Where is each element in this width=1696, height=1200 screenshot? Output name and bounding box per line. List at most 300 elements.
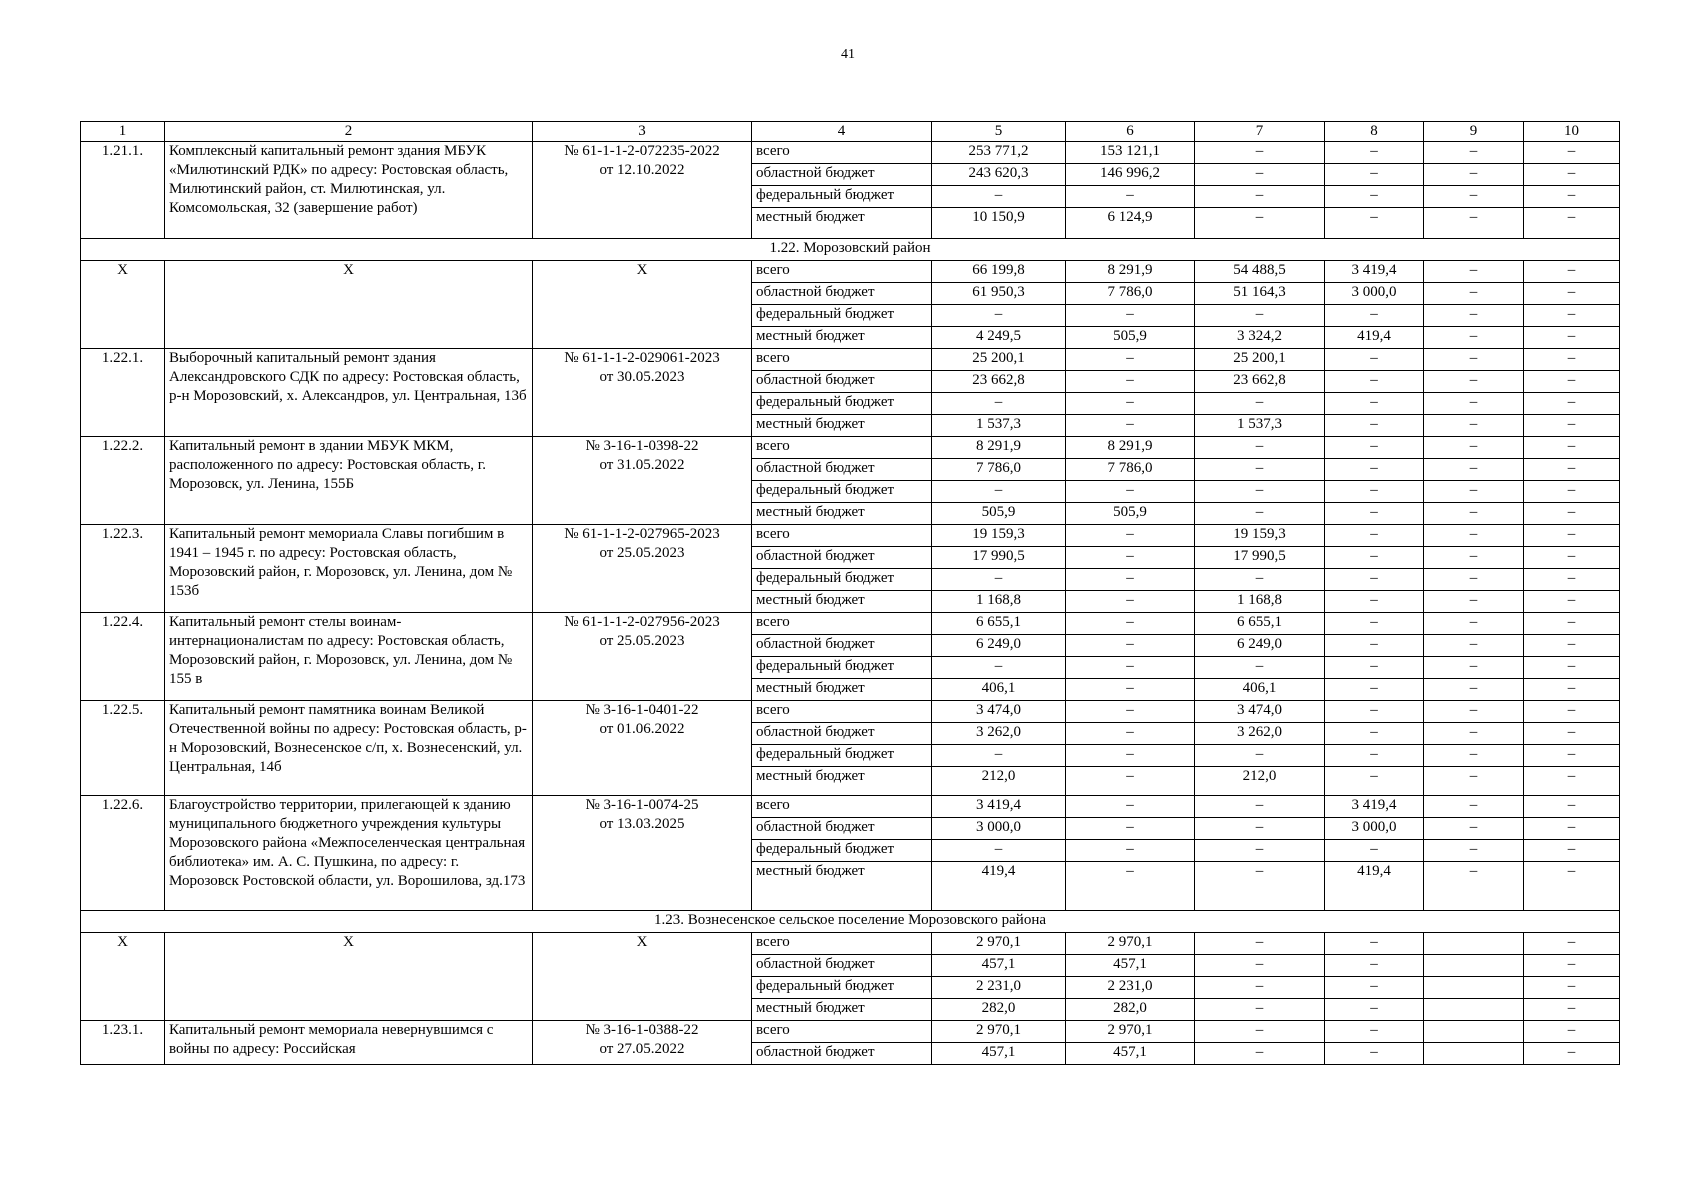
value-cell: –	[1195, 393, 1325, 415]
value-cell: –	[1195, 840, 1325, 862]
value-cell: –	[1524, 569, 1620, 591]
value-cell: –	[1325, 591, 1424, 613]
value-cell: –	[1424, 481, 1524, 503]
budget-row	[81, 613, 1620, 635]
value-cell: –	[1524, 415, 1620, 437]
value-cell: –	[1424, 525, 1524, 547]
value-cell: –	[1424, 657, 1524, 679]
document-cell	[533, 1021, 752, 1065]
item-number: Х	[81, 933, 165, 1021]
section-row	[81, 911, 1620, 933]
table-body	[81, 142, 1620, 1065]
object-name: Капитальный ремонт памятника воинам Великой Отечественной войны по адресу: Ростовская область, р-н Морозовский, Вознесенское с/п, х. Вознесенский, ул. Центральная, 14б	[165, 701, 533, 796]
object-name: Комплексный капитальный ремонт здания МБУК «Милютинский РДК» по адресу: Ростовская область, Милютинский район, ст. Милютинская, ул. Комсомольская, 32 (завершение работ)	[165, 142, 533, 239]
value-cell: 3 262,0	[932, 723, 1066, 745]
value-cell: –	[1066, 679, 1195, 701]
budget-source-label: всего	[752, 1021, 932, 1043]
document-cell	[533, 437, 752, 525]
value-cell	[1424, 933, 1524, 955]
header-cell: 10	[1524, 122, 1620, 142]
value-cell: 2 231,0	[932, 977, 1066, 999]
value-cell: 10 150,9	[932, 208, 1066, 239]
value-cell: 4 249,5	[932, 327, 1066, 349]
value-cell: –	[1066, 305, 1195, 327]
object-name: Благоустройство территории, прилегающей к зданию муниципального бюджетного учреждения культуры Морозовского района «Межпоселенческая центральная библиотека» им. А. С. Пушкина, по адресу: г. Морозовск Ростовской области, ул. Ворошилова, зд.173	[165, 796, 533, 911]
value-cell: –	[1066, 840, 1195, 862]
value-cell: 406,1	[932, 679, 1066, 701]
value-cell: 3 000,0	[1325, 818, 1424, 840]
value-cell: –	[1195, 1043, 1325, 1065]
budget-source-label: областной бюджет	[752, 818, 932, 840]
value-cell: 153 121,1	[1066, 142, 1195, 164]
document-cell	[533, 261, 752, 349]
value-cell: –	[1195, 437, 1325, 459]
value-cell: 23 662,8	[932, 371, 1066, 393]
value-cell: 3 474,0	[932, 701, 1066, 723]
value-cell: –	[1066, 767, 1195, 796]
value-cell: –	[1424, 459, 1524, 481]
value-cell: –	[1424, 745, 1524, 767]
value-cell: –	[1424, 723, 1524, 745]
section-title: 1.22. Морозовский район	[81, 239, 1620, 261]
value-cell: 25 200,1	[932, 349, 1066, 371]
document-cell	[533, 701, 752, 796]
value-cell: –	[1195, 933, 1325, 955]
value-cell: –	[1524, 723, 1620, 745]
value-cell: –	[1524, 283, 1620, 305]
value-cell: –	[1424, 305, 1524, 327]
header-cell: 7	[1195, 122, 1325, 142]
value-cell: 212,0	[1195, 767, 1325, 796]
value-cell: 457,1	[932, 955, 1066, 977]
budget-row	[81, 349, 1620, 371]
budget-source-label: местный бюджет	[752, 591, 932, 613]
value-cell: –	[1325, 393, 1424, 415]
header-cell: 8	[1325, 122, 1424, 142]
value-cell: 146 996,2	[1066, 164, 1195, 186]
budget-source-label: федеральный бюджет	[752, 393, 932, 415]
value-cell: 3 324,2	[1195, 327, 1325, 349]
value-cell: 2 970,1	[932, 1021, 1066, 1043]
value-cell: –	[1325, 164, 1424, 186]
document-date: от 25.05.2023	[599, 633, 685, 649]
value-cell: 2 970,1	[1066, 933, 1195, 955]
value-cell: –	[1195, 955, 1325, 977]
value-cell: –	[1066, 591, 1195, 613]
value-cell: 7 786,0	[932, 459, 1066, 481]
value-cell: 457,1	[1066, 1043, 1195, 1065]
value-cell: –	[1325, 208, 1424, 239]
value-cell: –	[1325, 547, 1424, 569]
object-name: Капитальный ремонт мемориала Славы погибшим в 1941 – 1945 г. по адресу: Ростовская область, Морозовский район, г. Морозовск, ул. Ленина, дом № 153б	[165, 525, 533, 613]
value-cell: –	[1424, 591, 1524, 613]
value-cell: –	[1424, 393, 1524, 415]
header-cell: 9	[1424, 122, 1524, 142]
document-number: № 61-1-1-2-072235-2022	[564, 143, 720, 159]
value-cell: –	[1524, 591, 1620, 613]
value-cell: –	[1424, 186, 1524, 208]
budget-source-label: местный бюджет	[752, 862, 932, 911]
budget-source-label: областной бюджет	[752, 283, 932, 305]
value-cell: –	[1524, 525, 1620, 547]
value-cell: –	[1524, 459, 1620, 481]
value-cell: –	[1325, 142, 1424, 164]
object-name: Х	[165, 933, 533, 1021]
value-cell: 505,9	[1066, 327, 1195, 349]
value-cell: –	[1424, 679, 1524, 701]
value-cell: –	[1195, 796, 1325, 818]
document-number: № 61-1-1-2-027965-2023	[564, 526, 720, 542]
budget-row	[81, 437, 1620, 459]
budget-source-label: всего	[752, 349, 932, 371]
object-name: Капитальный ремонт стелы воинам-интернационалистам по адресу: Ростовская область, Морозовский район, г. Морозовск, ул. Ленина, дом № 155 в	[165, 613, 533, 701]
value-cell: –	[1066, 371, 1195, 393]
value-cell: –	[1325, 569, 1424, 591]
value-cell: –	[1524, 679, 1620, 701]
value-cell: –	[1195, 503, 1325, 525]
budget-source-label: областной бюджет	[752, 547, 932, 569]
value-cell: –	[1424, 818, 1524, 840]
value-cell: –	[1424, 613, 1524, 635]
budget-source-label: местный бюджет	[752, 999, 932, 1021]
budget-row	[81, 261, 1620, 283]
value-cell: –	[1325, 999, 1424, 1021]
value-cell: –	[1325, 459, 1424, 481]
value-cell: 8 291,9	[932, 437, 1066, 459]
value-cell: –	[1524, 955, 1620, 977]
budget-source-label: федеральный бюджет	[752, 481, 932, 503]
value-cell: –	[1066, 862, 1195, 911]
value-cell: –	[1524, 327, 1620, 349]
value-cell: –	[1424, 840, 1524, 862]
item-number: 1.22.2.	[81, 437, 165, 525]
header-cell: 5	[932, 122, 1066, 142]
value-cell: 6 249,0	[932, 635, 1066, 657]
value-cell: –	[932, 569, 1066, 591]
budget-row	[81, 796, 1620, 818]
document-number: № 61-1-1-2-027956-2023	[564, 614, 720, 630]
value-cell: 2 970,1	[932, 933, 1066, 955]
budget-source-label: местный бюджет	[752, 767, 932, 796]
budget-source-label: федеральный бюджет	[752, 569, 932, 591]
value-cell: –	[1325, 977, 1424, 999]
budget-source-label: всего	[752, 437, 932, 459]
value-cell: –	[1325, 371, 1424, 393]
budget-source-label: федеральный бюджет	[752, 657, 932, 679]
budget-source-label: федеральный бюджет	[752, 305, 932, 327]
value-cell: 282,0	[932, 999, 1066, 1021]
document-number: № 61-1-1-2-029061-2023	[564, 350, 720, 366]
value-cell: –	[1195, 305, 1325, 327]
value-cell: 282,0	[1066, 999, 1195, 1021]
value-cell: –	[1524, 186, 1620, 208]
value-cell: 3 419,4	[1325, 261, 1424, 283]
value-cell: –	[932, 840, 1066, 862]
document-date: от 01.06.2022	[599, 721, 685, 737]
value-cell: –	[1424, 796, 1524, 818]
value-cell: 25 200,1	[1195, 349, 1325, 371]
value-cell: –	[1195, 142, 1325, 164]
budget-row	[81, 701, 1620, 723]
value-cell: –	[1424, 164, 1524, 186]
value-cell: –	[1325, 186, 1424, 208]
value-cell: –	[1195, 745, 1325, 767]
budget-row	[81, 1021, 1620, 1043]
value-cell: –	[1524, 393, 1620, 415]
budget-source-label: всего	[752, 142, 932, 164]
budget-source-label: местный бюджет	[752, 679, 932, 701]
section-title: 1.23. Вознесенское сельское поселение Морозовского района	[81, 911, 1620, 933]
value-cell: 6 124,9	[1066, 208, 1195, 239]
value-cell: 212,0	[932, 767, 1066, 796]
value-cell: 419,4	[932, 862, 1066, 911]
budget-row	[81, 525, 1620, 547]
value-cell: 3 000,0	[1325, 283, 1424, 305]
value-cell: –	[1524, 840, 1620, 862]
value-cell: –	[1524, 305, 1620, 327]
value-cell: 6 655,1	[1195, 613, 1325, 635]
value-cell: –	[1424, 327, 1524, 349]
value-cell: –	[1524, 164, 1620, 186]
value-cell: 7 786,0	[1066, 283, 1195, 305]
value-cell: –	[1524, 933, 1620, 955]
budget-source-label: федеральный бюджет	[752, 745, 932, 767]
value-cell: –	[1325, 1043, 1424, 1065]
value-cell: 1 168,8	[932, 591, 1066, 613]
value-cell: –	[1195, 657, 1325, 679]
value-cell: –	[1424, 547, 1524, 569]
value-cell: 406,1	[1195, 679, 1325, 701]
value-cell: –	[1066, 745, 1195, 767]
item-number: 1.22.3.	[81, 525, 165, 613]
document-date: от 12.10.2022	[599, 162, 685, 178]
item-number: 1.22.1.	[81, 349, 165, 437]
value-cell: –	[1325, 635, 1424, 657]
item-number: 1.23.1.	[81, 1021, 165, 1065]
value-cell: –	[1325, 955, 1424, 977]
document-date: от 27.05.2022	[599, 1041, 685, 1057]
document-cell	[533, 933, 752, 1021]
value-cell: –	[1195, 208, 1325, 239]
budget-source-label: всего	[752, 525, 932, 547]
value-cell: –	[932, 745, 1066, 767]
document-number: № 3-16-1-0074-25	[585, 797, 699, 813]
value-cell: –	[1325, 1021, 1424, 1043]
value-cell: –	[1066, 569, 1195, 591]
value-cell: –	[1524, 657, 1620, 679]
value-cell: –	[1524, 547, 1620, 569]
value-cell: –	[1424, 437, 1524, 459]
value-cell: –	[1424, 283, 1524, 305]
budget-source-label: местный бюджет	[752, 208, 932, 239]
value-cell: 505,9	[932, 503, 1066, 525]
budget-source-label: областной бюджет	[752, 459, 932, 481]
object-name: Х	[165, 261, 533, 349]
value-cell: –	[1325, 481, 1424, 503]
value-cell: –	[1424, 415, 1524, 437]
value-cell	[1424, 999, 1524, 1021]
value-cell: –	[932, 657, 1066, 679]
item-number: 1.22.4.	[81, 613, 165, 701]
value-cell: –	[1524, 261, 1620, 283]
value-cell: –	[1524, 371, 1620, 393]
value-cell	[1424, 955, 1524, 977]
value-cell: 1 537,3	[1195, 415, 1325, 437]
value-cell: –	[1066, 547, 1195, 569]
value-cell: 3 000,0	[932, 818, 1066, 840]
value-cell: –	[932, 481, 1066, 503]
value-cell: –	[1066, 635, 1195, 657]
value-cell: –	[1066, 393, 1195, 415]
document-cell	[533, 525, 752, 613]
value-cell: –	[1524, 796, 1620, 818]
value-cell: 8 291,9	[1066, 261, 1195, 283]
budget-source-label: областной бюджет	[752, 371, 932, 393]
value-cell: –	[1524, 1043, 1620, 1065]
value-cell	[1424, 977, 1524, 999]
value-cell: –	[1195, 862, 1325, 911]
document-number: Х	[636, 934, 648, 950]
value-cell: –	[1066, 818, 1195, 840]
value-cell: –	[1524, 701, 1620, 723]
value-cell: 6 655,1	[932, 613, 1066, 635]
value-cell: –	[1325, 933, 1424, 955]
value-cell: –	[1195, 977, 1325, 999]
value-cell: 3 474,0	[1195, 701, 1325, 723]
value-cell: –	[1524, 503, 1620, 525]
budget-source-label: федеральный бюджет	[752, 840, 932, 862]
budget-table	[80, 121, 1620, 1065]
value-cell: 54 488,5	[1195, 261, 1325, 283]
value-cell: –	[1424, 767, 1524, 796]
item-number: 1.22.6.	[81, 796, 165, 911]
document-cell	[533, 613, 752, 701]
value-cell: –	[1524, 142, 1620, 164]
document-cell	[533, 349, 752, 437]
value-cell: –	[1195, 999, 1325, 1021]
document-number: Х	[636, 262, 648, 278]
value-cell: –	[1524, 977, 1620, 999]
budget-row	[81, 933, 1620, 955]
value-cell: –	[1066, 613, 1195, 635]
value-cell: –	[1325, 305, 1424, 327]
item-number: 1.21.1.	[81, 142, 165, 239]
value-cell: –	[1066, 415, 1195, 437]
value-cell: –	[1424, 142, 1524, 164]
section-row	[81, 239, 1620, 261]
budget-source-label: областной бюджет	[752, 1043, 932, 1065]
value-cell: –	[1195, 569, 1325, 591]
value-cell: –	[1325, 415, 1424, 437]
budget-source-label: областной бюджет	[752, 955, 932, 977]
value-cell: –	[1424, 503, 1524, 525]
value-cell: –	[1066, 796, 1195, 818]
budget-source-label: всего	[752, 613, 932, 635]
value-cell: –	[1424, 371, 1524, 393]
value-cell: 17 990,5	[1195, 547, 1325, 569]
value-cell: 51 164,3	[1195, 283, 1325, 305]
value-cell: –	[1066, 657, 1195, 679]
value-cell: –	[1424, 208, 1524, 239]
object-name: Капитальный ремонт мемориала невернувшимся с войны по адресу: Российская	[165, 1021, 533, 1065]
value-cell: –	[1066, 525, 1195, 547]
value-cell: –	[1524, 999, 1620, 1021]
value-cell: –	[1325, 503, 1424, 525]
document-number: № 3-16-1-0401-22	[585, 702, 699, 718]
value-cell: 3 419,4	[932, 796, 1066, 818]
object-name: Выборочный капитальный ремонт здания Александровского СДК по адресу: Ростовская область, р-н Морозовский, х. Александров, ул. Центральная, 13б	[165, 349, 533, 437]
value-cell: –	[1424, 569, 1524, 591]
budget-source-label: областной бюджет	[752, 635, 932, 657]
value-cell: –	[1195, 186, 1325, 208]
value-cell: –	[1524, 437, 1620, 459]
item-number: 1.22.5.	[81, 701, 165, 796]
value-cell: –	[1524, 1021, 1620, 1043]
value-cell: –	[1325, 525, 1424, 547]
value-cell: –	[1325, 840, 1424, 862]
value-cell: 457,1	[932, 1043, 1066, 1065]
budget-source-label: всего	[752, 261, 932, 283]
value-cell: –	[1195, 459, 1325, 481]
document-number: № 3-16-1-0388-22	[585, 1022, 699, 1038]
value-cell: 419,4	[1325, 862, 1424, 911]
document-date: от 13.03.2025	[599, 816, 685, 832]
value-cell: 19 159,3	[1195, 525, 1325, 547]
value-cell: –	[932, 305, 1066, 327]
value-cell: –	[1424, 261, 1524, 283]
value-cell: 2 231,0	[1066, 977, 1195, 999]
header-cell: 4	[752, 122, 932, 142]
header-cell: 3	[533, 122, 752, 142]
value-cell	[1424, 1021, 1524, 1043]
value-cell: –	[1524, 862, 1620, 911]
value-cell: 8 291,9	[1066, 437, 1195, 459]
value-cell: 61 950,3	[932, 283, 1066, 305]
budget-source-label: областной бюджет	[752, 164, 932, 186]
value-cell: –	[1325, 745, 1424, 767]
value-cell: –	[1424, 349, 1524, 371]
header-cell: 1	[81, 122, 165, 142]
value-cell: –	[1524, 349, 1620, 371]
object-name: Капитальный ремонт в здании МБУК МКМ, расположенного по адресу: Ростовская область, г. Морозовск, ул. Ленина, 155Б	[165, 437, 533, 525]
value-cell: 253 771,2	[932, 142, 1066, 164]
value-cell: –	[1195, 164, 1325, 186]
value-cell: 419,4	[1325, 327, 1424, 349]
value-cell: –	[1524, 208, 1620, 239]
value-cell: 3 419,4	[1325, 796, 1424, 818]
value-cell: –	[1325, 349, 1424, 371]
value-cell: –	[1524, 767, 1620, 796]
budget-row	[81, 142, 1620, 164]
header-row	[81, 122, 1620, 142]
value-cell: –	[1524, 613, 1620, 635]
value-cell: –	[1524, 745, 1620, 767]
value-cell: –	[1424, 635, 1524, 657]
document-date: от 31.05.2022	[599, 457, 685, 473]
value-cell: –	[932, 393, 1066, 415]
document-cell	[533, 142, 752, 239]
value-cell: –	[1524, 635, 1620, 657]
budget-source-label: областной бюджет	[752, 723, 932, 745]
budget-source-label: всего	[752, 933, 932, 955]
value-cell: –	[1066, 186, 1195, 208]
value-cell: –	[1066, 349, 1195, 371]
value-cell: –	[1195, 481, 1325, 503]
value-cell: –	[932, 186, 1066, 208]
value-cell: 66 199,8	[932, 261, 1066, 283]
value-cell: 1 168,8	[1195, 591, 1325, 613]
budget-source-label: всего	[752, 796, 932, 818]
